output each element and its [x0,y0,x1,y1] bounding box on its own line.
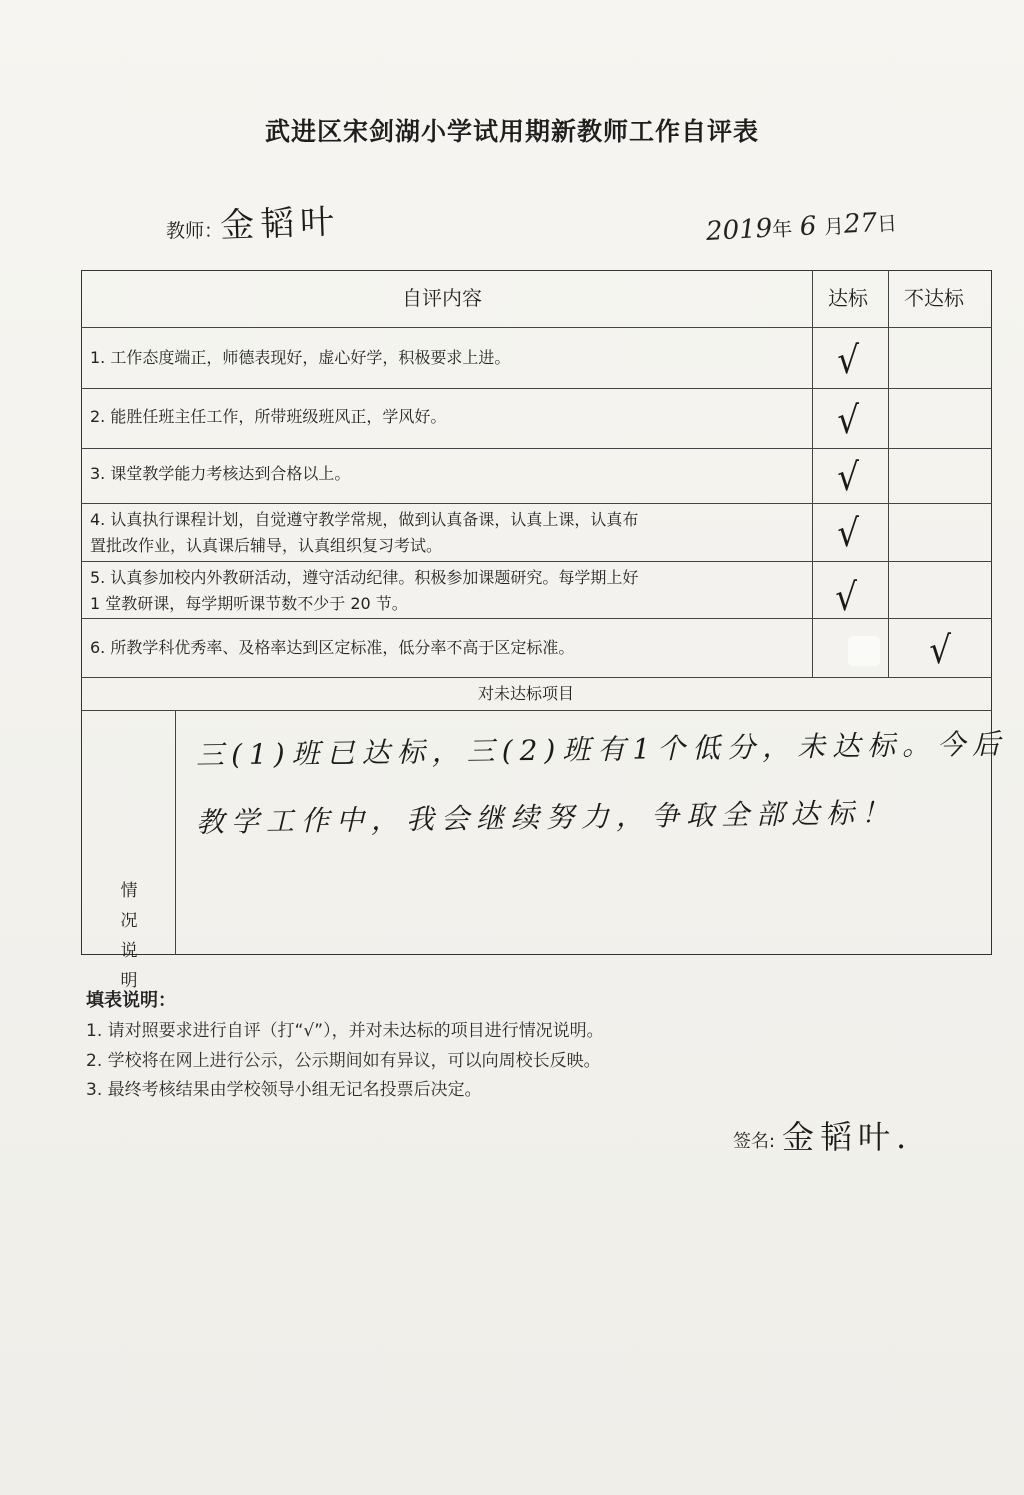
item-2-text: 2. 能胜任班主任工作，所带班级班风正，学风好。 [90,407,447,426]
item-1-check: √ [837,338,860,382]
explanation-line-2: 教学工作中，我会继续努力，争取全部达标！ [195,796,897,839]
item-6-text: 6. 所教学科优秀率、及格率达到区定标准，低分率不高于区定标准。 [90,638,575,657]
explanation-label-char-1: 情 [120,881,138,901]
item-4-check: √ [837,511,860,555]
item-3-text: 3. 课堂教学能力考核达到合格以上。 [90,464,351,483]
item-4-text-line1: 4. 认真执行课程计划，自觉遵守教学常规，做到认真备课，认真上课，认真布 [90,510,639,529]
signature-handwritten: 金韬叶. [782,1118,913,1156]
col-divider-3 [175,710,176,955]
item-1-text: 1. 工作态度端正，师德表现好，虚心好学，积极要求上进。 [90,348,511,367]
note-3: 3. 最终考核结果由学校领导小组无记名投票后决定。 [86,1080,482,1100]
explanation-label-char-2: 况 [120,911,138,931]
date-year: 2019 [705,213,773,247]
teacher-label: 教师： [166,220,224,242]
row-divider-6 [81,677,992,678]
item-5-check: √ [835,575,858,619]
date-day: 27 [843,208,878,240]
col-divider-1 [812,270,813,677]
row-divider-4 [81,561,992,562]
teacher-name-handwritten: 金韬叶 [219,201,341,247]
row-divider-2 [81,448,992,449]
explanation-label-char-4: 明 [120,971,138,991]
row-divider-3 [81,503,992,504]
item-6-check: √ [929,628,952,672]
item-2-check: √ [837,398,860,442]
date-month-unit: 月 [823,213,845,239]
row-divider-0 [81,327,992,328]
header-fail: 不达标 [904,286,964,310]
smudge-mark [848,636,880,666]
row-divider-7 [81,710,992,711]
item-5-text-line2: 1 堂教研课，每学期听课节数不少于 20 节。 [90,594,408,613]
header-pass: 达标 [828,286,868,310]
date-year-unit: 年 [771,216,793,242]
explanation-label-char-3: 说 [120,941,138,961]
form-title: 武进区宋剑湖小学试用期新教师工作自评表 [264,117,759,146]
explanation-label [118,876,140,996]
header-content: 自评内容 [402,286,482,310]
date-month: 6 [799,211,818,243]
col-divider-2 [888,270,889,677]
date-day-unit: 日 [876,211,898,237]
row-divider-1 [81,388,992,389]
item-3-check: √ [837,455,860,499]
notes-title: 填表说明： [86,990,176,1011]
explanation-line-1: 三(1)班已达标，三(2)班有1个低分，未达标。今后 [195,727,1008,772]
item-5-text-line1: 5. 认真参加校内外教研活动，遵守活动纪律。积极参加课题研究。每学期上好 [90,568,639,587]
note-1: 1. 请对照要求进行自评（打“√”），并对未达标的项目进行情况说明。 [86,1021,604,1041]
note-2: 2. 学校将在网上进行公示，公示期间如有异议，可以向周校长反映。 [86,1051,601,1071]
signature-label: 签名: [733,1131,776,1152]
item-4-text-line2: 置批改作业，认真课后辅导，认真组织复习考试。 [90,536,443,555]
unmet-header: 对未达标项目 [478,684,575,703]
